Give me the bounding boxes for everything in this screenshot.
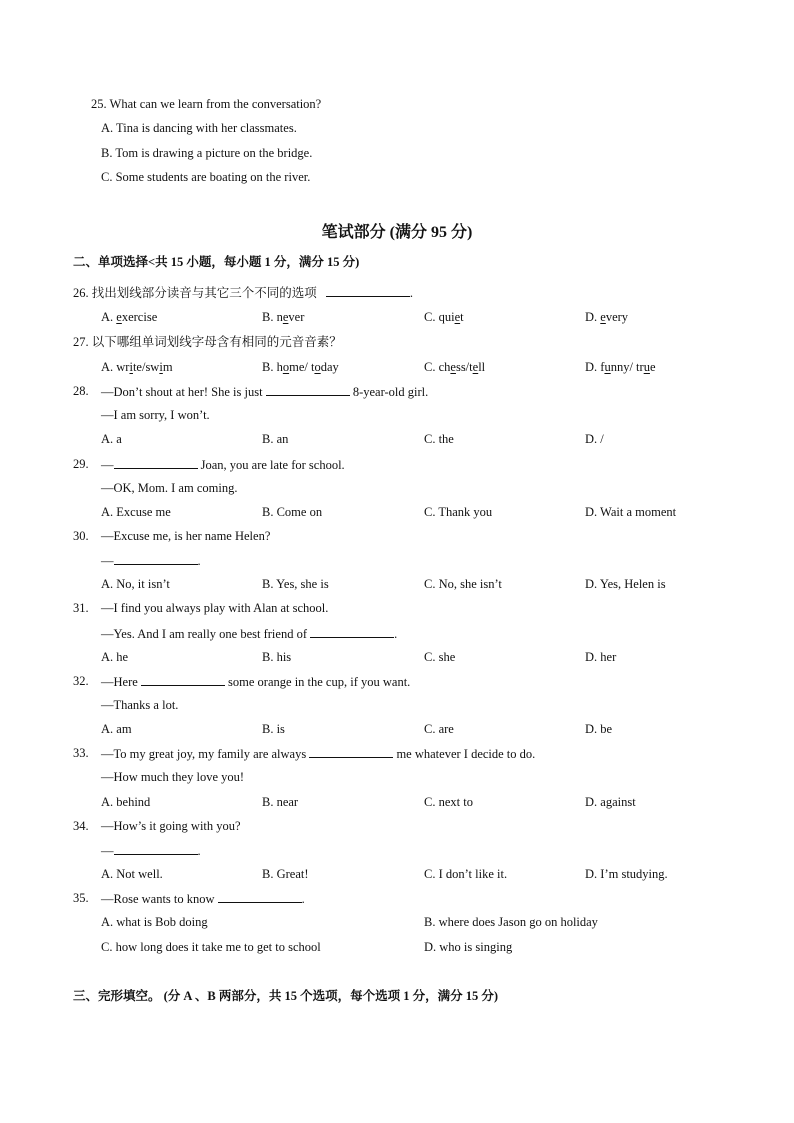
q27-stem: 以下哪组单词划线字母含有相同的元音音素？ (91, 335, 342, 349)
q34-answer-blank[interactable] (114, 842, 198, 855)
q26-option-a: A. exercise (101, 310, 158, 324)
q29-option-a: A. Excuse me (101, 505, 171, 519)
q29-number: 29. (73, 457, 89, 471)
q33-line1: —To my great joy, my family are always me whatever I decide to do. (101, 747, 536, 761)
q26-option-c: C. quiet (424, 310, 464, 324)
q26-stem: 找出划线部分读音与其它三个不同的选项 (91, 286, 317, 300)
q33-option-c: C. next to (424, 795, 473, 809)
q30-number: 30. (73, 529, 89, 543)
q26-option-b: B. never (262, 310, 305, 324)
q33-option-b: B. near (262, 795, 299, 809)
q26-stem-line: 26. 找出划线部分读音与其它三个不同的选项 . (73, 286, 414, 300)
q34-line1: —How’s it going with you? (101, 819, 241, 833)
q30-line1: —Excuse me, is her name Helen? (101, 529, 271, 543)
q28-line1: —Don’t shout at her! She is just 8-year-old girl. (101, 385, 429, 399)
part3-heading: 三、完形填空。 (分 A 、B 两部分，共 15 个选项，每个选项 1 分，满分 15 分) (73, 989, 499, 1003)
q25-option-c: C. Some students are boating on the river. (101, 170, 311, 184)
q25-option-a: A. Tina is dancing with her classmates. (101, 121, 297, 135)
q31-option-c: C. she (424, 650, 456, 664)
q30-option-c: C. No, she isn’t (424, 577, 502, 591)
q34-option-a: A. Not well. (101, 867, 163, 881)
q32-line1: —Here some orange in the cup, if you want. (101, 675, 411, 689)
q31-option-a: A. he (101, 650, 129, 664)
q33-number: 33. (73, 746, 89, 760)
q30-option-b: B. Yes, she is (262, 577, 329, 591)
q28-option-d: D. / (585, 432, 604, 446)
q30-answer-blank[interactable] (114, 552, 198, 565)
q32-option-d: D. be (585, 722, 613, 736)
q34-option-b: B. Great! (262, 867, 309, 881)
q33-line2: —How much they love you! (101, 770, 245, 784)
q28-answer-blank[interactable] (266, 383, 350, 396)
q35-number: 35. (73, 891, 89, 905)
q35-line1: —Rose wants to know . (101, 892, 305, 906)
q31-option-d: D. her (585, 650, 617, 664)
q27-stem-line (73, 334, 342, 350)
q34-option-c: C. I don’t like it. (424, 867, 508, 881)
q26-number: 26. (73, 286, 89, 300)
q28-option-c: C. the (424, 432, 454, 446)
q32-answer-blank[interactable] (141, 673, 225, 686)
q32-number: 32. (73, 674, 89, 688)
q29-option-b: B. Come on (262, 505, 323, 519)
q35-option-b: B. where does Jason go on holiday (424, 915, 598, 929)
q27-option-d: D. funny/ true (585, 360, 656, 374)
q29-line1: — Joan, you are late for school. (101, 458, 345, 472)
q28-option-b: B. an (262, 432, 289, 446)
q28-line2: —I am sorry, I won’t. (101, 408, 210, 422)
q25-stem: 25. What can we learn from the conversation? (91, 97, 322, 111)
q32-line2: —Thanks a lot. (101, 698, 179, 712)
q31-answer-blank[interactable] (310, 625, 394, 638)
q31-option-b: B. his (262, 650, 292, 664)
q30-option-a: A. No, it isn’t (101, 577, 170, 591)
q29-option-d: D. Wait a moment (585, 505, 677, 519)
q27-number: 27. (73, 335, 89, 349)
part2-heading: 二、单项选择<共 15 小题，每小题 1 分，满分 15 分) (73, 255, 360, 269)
q35-answer-blank[interactable] (218, 890, 302, 903)
q26-option-d: D. every (585, 310, 629, 324)
section-title: 笔试部分 (满分 95 分) (321, 224, 473, 241)
q27-option-b: B. home/ today (262, 360, 339, 374)
q25-option-b: B. Tom is drawing a picture on the bridge. (101, 146, 313, 160)
q35-option-a: A. what is Bob doing (101, 915, 208, 929)
q34-number: 34. (73, 819, 89, 833)
q31-line2: —Yes. And I am really one best friend of . (101, 627, 398, 641)
q33-option-d: D. against (585, 795, 636, 809)
q34-line2: — . (101, 844, 201, 858)
q28-number: 28. (73, 384, 89, 398)
q32-option-c: C. are (424, 722, 454, 736)
q34-option-d: D. I’m studying. (585, 867, 668, 881)
q29-answer-blank[interactable] (114, 456, 198, 469)
q32-option-b: B. is (262, 722, 285, 736)
q35-option-d: D. who is singing (424, 940, 513, 954)
q31-line1: —I find you always play with Alan at school. (101, 601, 329, 615)
q30-option-d: D. Yes, Helen is (585, 577, 666, 591)
q35-option-c: C. how long does it take me to get to school (101, 940, 321, 954)
q27-option-c: C. chess/tell (424, 360, 486, 374)
q28-option-a: A. a (101, 432, 122, 446)
q29-option-c: C. Thank you (424, 505, 493, 519)
q26-answer-blank[interactable] (326, 284, 410, 297)
q31-number: 31. (73, 601, 89, 615)
q27-option-a: A. write/swim (101, 360, 173, 374)
q33-answer-blank[interactable] (309, 745, 393, 758)
q32-option-a: A. am (101, 722, 132, 736)
q33-option-a: A. behind (101, 795, 151, 809)
q30-line2: — . (101, 554, 201, 568)
q29-line2: —OK, Mom. I am coming. (101, 481, 238, 495)
